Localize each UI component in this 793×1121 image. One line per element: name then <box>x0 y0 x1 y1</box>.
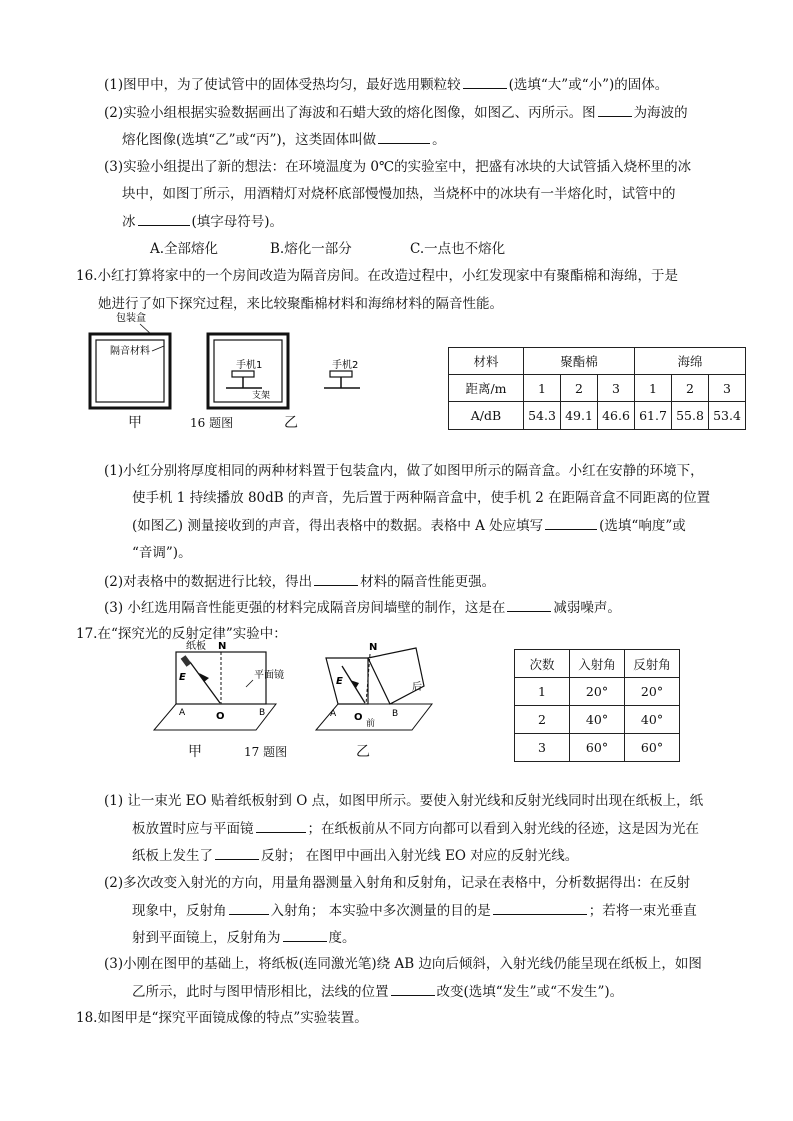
q17-part2-line1: (2)多次改变入射光的方向，用量角器测量入射角和反射角，记录在表格中，分析数据得出：在反射 <box>104 875 691 891</box>
incident-ray-jia <box>190 662 220 703</box>
package-box-label: 包装盒 <box>116 313 146 324</box>
table-row-label-a: A/dB <box>449 402 524 430</box>
table-cell: 40° <box>570 706 625 734</box>
table-header-material: 材料 <box>449 348 524 375</box>
q17-caption-figure: 17 题图 <box>244 745 288 759</box>
table-cell: 60° <box>570 734 625 762</box>
q17-stem: 17.在“探究光的反射定律”实验中： <box>76 626 287 642</box>
table-header-sponge: 海绵 <box>635 348 746 375</box>
phone1-label: 手机1 <box>236 360 263 371</box>
svg-text:E: E <box>179 672 186 683</box>
q17-figure <box>146 640 446 740</box>
answer-blank[interactable] <box>215 845 259 860</box>
answer-blank[interactable] <box>229 900 269 915</box>
svg-text:A: A <box>330 709 337 719</box>
svg-text:N: N <box>218 641 227 652</box>
table-cell: 53.4 <box>709 402 746 430</box>
q15-option-b[interactable]: B.熔化一部分 <box>270 241 352 257</box>
q15-part3-line2: 块中，如图丁所示，用酒精灯对烧杯底部慢慢加热，当烧杯中的冰块有一半熔化时，试管中的 <box>122 186 676 202</box>
table-cell: 54.3 <box>524 402 561 430</box>
answer-blank[interactable] <box>138 211 190 226</box>
answer-blank[interactable] <box>598 102 632 117</box>
table-header: 反射角 <box>625 650 680 678</box>
q16-stem-line2: 她进行了如下探究过程，来比较聚酯棉材料和海绵材料的隔音性能。 <box>98 296 503 312</box>
q17-part2-line2: 现象中，反射角 入射角； 本实验中多次测量的目的是 ；若将一束光垂直 <box>132 900 697 921</box>
answer-blank[interactable] <box>283 927 327 942</box>
q16-caption-yi: 乙 <box>284 415 298 431</box>
paper-board-back-yi <box>368 648 424 704</box>
table-cell: 1 <box>515 678 570 706</box>
answer-blank[interactable] <box>493 900 587 915</box>
q17-part1-line1: (1) 让一束光 EO 贴着纸板射到 O 点，如图甲所示。要使入射光线和反射光线同时出现在纸板上，纸 <box>104 793 704 809</box>
svg-text:后: 后 <box>412 682 422 693</box>
answer-blank[interactable] <box>507 597 551 612</box>
q16-part1-line2: 使手机 1 持续播放 80dB 的声音，先后置于两种隔音盒中，使手机 2 在距隔音盒不同距离的位置 <box>132 490 711 506</box>
table-cell: 3 <box>515 734 570 762</box>
table-header: 入射角 <box>570 650 625 678</box>
table-cell: 61.7 <box>635 402 672 430</box>
svg-text:B: B <box>259 708 266 718</box>
svg-text:E: E <box>336 676 343 687</box>
svg-text:平面镜: 平面镜 <box>254 670 284 681</box>
table-header-polyester: 聚酯棉 <box>524 348 635 375</box>
q17-caption-yi: 乙 <box>356 744 370 760</box>
q15-option-c[interactable]: C.一点也不熔化 <box>410 241 506 257</box>
table-cell: 46.6 <box>598 402 635 430</box>
table-cell: 1 <box>524 375 561 402</box>
table-cell: 20° <box>570 678 625 706</box>
q17-part3-line1: (3)小刚在图甲的基础上，将纸板(连同激光笔)绕 AB 边向后倾斜，入射光线仍能呈现在纸板上，如图 <box>104 956 702 972</box>
table-cell: 3 <box>709 375 746 402</box>
q16-part3: (3) 小红选用隔音性能更强的材料完成隔音房间墙壁的制作，这是在 减弱噪声。 <box>104 597 621 618</box>
svg-text:A: A <box>179 708 186 718</box>
answer-blank[interactable] <box>545 515 597 530</box>
answer-blank[interactable] <box>378 129 430 144</box>
answer-blank[interactable] <box>463 74 507 89</box>
table-cell: 1 <box>635 375 672 402</box>
q16-part1-line1: (1)小红分别将厚度相同的两种材料置于包装盒内，做了如图甲所示的隔音盒。小红在安静的环境下， <box>104 463 704 479</box>
q16-figure <box>86 308 386 428</box>
svg-text:N: N <box>369 642 378 653</box>
q15-part2-line2: 熔化图像(选填“乙”或“丙”)，这类固体叫做 。 <box>122 129 446 150</box>
q17-data-table <box>514 649 680 762</box>
svg-text:O: O <box>354 712 363 723</box>
phone2-icon <box>330 371 352 377</box>
table-row-label-distance: 距离/m <box>449 375 524 402</box>
q15-option-a[interactable]: A.全部熔化 <box>150 241 219 257</box>
q16-part2: (2)对表格中的数据进行比较，得出 材料的隔音性能更强。 <box>104 571 495 592</box>
laser-pen-icon <box>181 655 192 667</box>
table-cell: 40° <box>625 706 680 734</box>
table-cell: 2 <box>561 375 598 402</box>
table-cell: 55.8 <box>672 402 709 430</box>
phone1-icon <box>232 371 254 377</box>
q15-part1: (1)图甲中，为了使试管中的固体受热均匀，最好选用颗粒较 (选填“大”或“小”)的固体。 <box>104 74 668 95</box>
q15-part2-line1: (2)实验小组根据实验数据画出了海波和石蜡大致的熔化图像，如图乙、丙所示。图 为海波的 <box>104 102 688 123</box>
table-cell: 2 <box>515 706 570 734</box>
answer-blank[interactable] <box>256 818 306 833</box>
q18-stem: 18.如图甲是“探究平面镜成像的特点”实验装置。 <box>76 1010 368 1026</box>
q16-caption-jia: 甲 <box>128 415 142 431</box>
q17-part2-line3: 射到平面镜上，反射角为 度。 <box>132 927 356 948</box>
table-cell: 3 <box>598 375 635 402</box>
q15-part3-line3: 冰 (填字母符号)。 <box>122 211 283 232</box>
q16-part1-line3: (如图乙) 测量接收到的声音，得出表格中的数据。表格中 A 处应填写 (选填“响度”或 <box>132 515 686 536</box>
table-cell: 49.1 <box>561 402 598 430</box>
q16-part1-line4: “音调”)。 <box>132 545 192 561</box>
table-cell: 20° <box>625 678 680 706</box>
q15-part3-line1: (3)实验小组提出了新的想法：在环境温度为 0℃的实验室中，把盛有冰块的大试管插入烧杯里的冰 <box>104 159 692 175</box>
svg-text:O: O <box>216 711 225 722</box>
q16-caption-figure: 16 题图 <box>190 416 234 430</box>
answer-blank[interactable] <box>314 571 358 586</box>
table-cell: 60° <box>625 734 680 762</box>
answer-blank[interactable] <box>391 981 435 996</box>
svg-text:前: 前 <box>366 719 376 729</box>
table-cell: 2 <box>672 375 709 402</box>
sound-material-label: 隔音材料 <box>110 346 150 357</box>
svg-text:B: B <box>392 709 399 719</box>
table-header: 次数 <box>515 650 570 678</box>
svg-text:纸板: 纸板 <box>186 641 206 652</box>
stand-label: 支架 <box>252 391 271 401</box>
q17-part3-line2: 乙所示，此时与图甲情形相比，法线的位置 改变(选填“发生”或“不发生”)。 <box>132 981 623 1002</box>
q17-caption-jia: 甲 <box>188 744 202 760</box>
q16-data-table <box>448 347 746 430</box>
phone2-label: 手机2 <box>332 360 359 371</box>
mirror-plane-jia <box>154 704 276 730</box>
q17-part1-line2: 板放置时应与平面镜 ；在纸板前从不同方向都可以看到入射光线的径迹，这是因为光在 <box>132 818 699 839</box>
q16-stem-line1: 16.小红打算将家中的一个房间改造为隔音房间。在改造过程中，小红发现家中有聚酯棉和海绵，于是 <box>76 268 678 284</box>
q17-part1-line3: 纸板上发生了 反射； 在图甲中画出入射光线 EO 对应的反射光线。 <box>132 845 578 866</box>
